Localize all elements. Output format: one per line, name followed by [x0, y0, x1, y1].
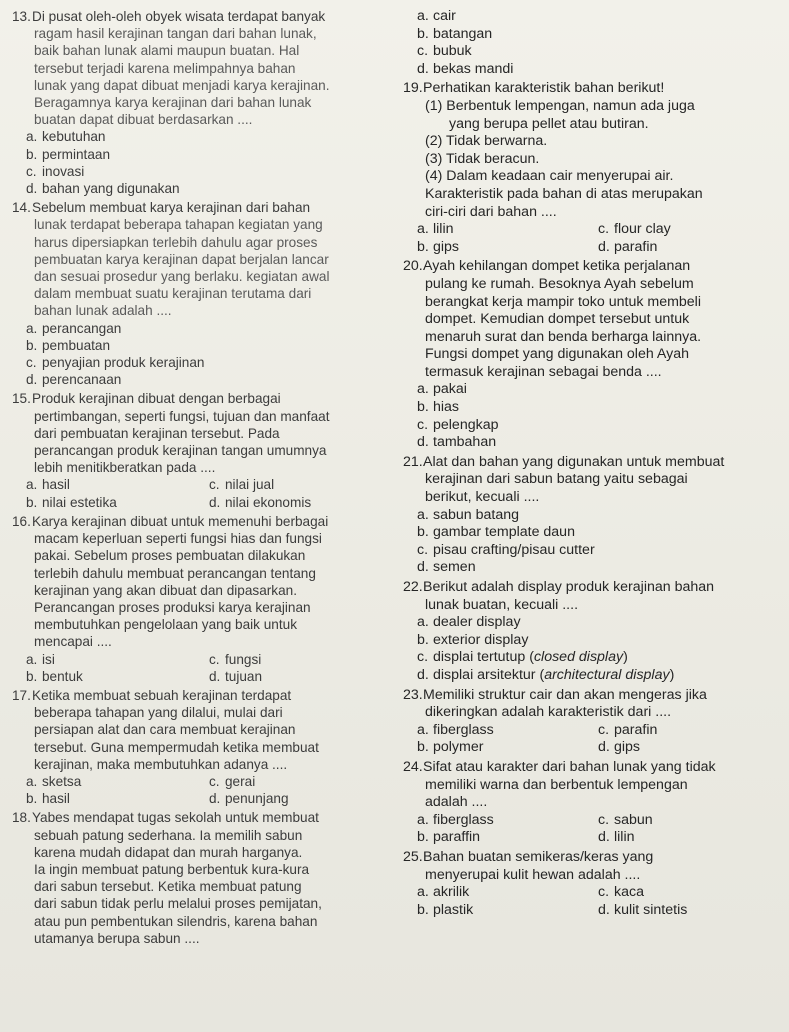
option-d[interactable]: d. bahan yang digunakan	[26, 181, 180, 197]
option-c[interactable]: c. sabun	[598, 811, 653, 828]
option-d[interactable]: d. tambahan	[417, 434, 497, 451]
option-a[interactable]: a. sabun batang	[417, 506, 519, 523]
options-list	[12, 773, 392, 807]
option-c[interactable]: c. inovasi	[26, 163, 85, 179]
options-list	[403, 381, 779, 451]
option-c[interactable]: c. pisau crafting/pisau cutter	[417, 541, 595, 558]
option-b[interactable]: b. hasil	[26, 791, 70, 807]
options-list	[403, 884, 779, 919]
option-d[interactable]: d. parafin	[598, 238, 658, 255]
question-number: 18.	[12, 810, 31, 826]
option-c[interactable]: c. flour clay	[598, 221, 671, 238]
options-list	[403, 722, 779, 757]
characteristic-item: yang berupa pellet atau butiran.	[449, 115, 649, 132]
option-a[interactable]: a. fiberglass	[417, 811, 494, 828]
question-17: 17.Ketika membuat sebuah kerajinan terdapat beberapa tahapan yang dilalui, mulai dari persiapan alat dan cara membuat kerajinan tersebut. Guna mempermudah ketika membuat kerajinan, maka membutuhkan adanya .... a. sketsa c. gerai b. hasil d. penunjang	[12, 687, 392, 807]
option-d[interactable]: d. perencanaan	[26, 372, 122, 388]
question-number: 25.	[403, 848, 423, 865]
option-d[interactable]: d. semen	[417, 559, 476, 576]
option-d[interactable]: d. gips	[598, 739, 641, 756]
option-c[interactable]: c. displai tertutup (closed display)	[417, 649, 628, 666]
option-b[interactable]: b. nilai estetika	[26, 494, 117, 510]
option-c[interactable]: c. fungsi	[209, 651, 262, 667]
option-c[interactable]: c. penyajian produk kerajinan	[26, 355, 205, 371]
option-a[interactable]: a. fiberglass	[417, 721, 494, 738]
option-a[interactable]: a. sketsa	[26, 773, 82, 789]
question-14: 14.Sebelum membuat karya kerajinan dari bahan lunak terdapat beberapa tahapan kegiatan yang harus dipersiapkan terlebih dahulu agar proses pembuatan karya kerajinan dapat berjalan lancar dan sesuai prosedur yang berlaku. kegiatan awal dalam membuat suatu kerajinan terutama dari bahan lunak adalah .... a. perancangan b. pembuatan c. penyajian produk kerajinan d. perencanaan	[12, 199, 392, 388]
options-list	[403, 812, 779, 847]
options-list	[403, 614, 779, 684]
option-c[interactable]: c. bubuk	[417, 43, 472, 60]
question-18-options	[403, 8, 779, 78]
left-column	[12, 8, 392, 949]
option-a[interactable]: a. lilin	[417, 221, 454, 238]
question-25: 25.Bahan buatan semikeras/keras yang menyerupai kulit hewan adalah .... a. akrilik c. kaca b. plastik d. kulit sintetis	[403, 849, 779, 919]
option-a[interactable]: a. perancangan	[26, 320, 122, 336]
options-list	[12, 651, 392, 685]
question-15: 15.Produk kerajinan dibuat dengan berbagai pertimbangan, seperti fungsi, tujuan dan manfaat dari pembuatan kerajinan tersebut. Pada perancangan produk kerajinan tangan umumnya lebih menitikberatkan pada .... a. hasil c. nilai jual b. nilai estetika d. nilai ekonomis	[12, 390, 392, 510]
question-number: 16.	[12, 513, 31, 529]
question-23: 23.Memiliki struktur cair dan akan mengeras jika dikeringkan adalah karakteristik dari .... a. fiberglass c. parafin b. polymer d. gips	[403, 687, 779, 757]
option-a[interactable]: a. pakai	[417, 381, 467, 398]
characteristic-item: (1) Berbentuk lempengan, namun ada juga	[425, 97, 695, 114]
option-b[interactable]: b. pembuatan	[26, 337, 111, 353]
question-number: 13.	[12, 9, 31, 24]
option-a[interactable]: a. dealer display	[417, 614, 521, 631]
option-d[interactable]: d. bekas mandi	[417, 60, 514, 77]
option-a[interactable]: a. isi	[26, 651, 55, 667]
option-d[interactable]: d. displai arsitektur (architectural display)	[417, 666, 675, 683]
right-column	[403, 8, 779, 921]
characteristic-item: (2) Tidak berwarna.	[425, 133, 548, 150]
question-number: 20.	[403, 258, 423, 275]
option-c[interactable]: c. pelengkap	[417, 416, 499, 433]
question-24: 24.Sifat atau karakter dari bahan lunak yang tidak memiliki warna dan berbentuk lempengan adalah .... a. fiberglass c. sabun b. paraffin d. lilin	[403, 759, 779, 847]
question-number: 17.	[12, 687, 31, 703]
option-b[interactable]: b. plastik	[417, 901, 474, 918]
option-d[interactable]: d. nilai ekonomis	[209, 494, 312, 510]
question-20: 20.Ayah kehilangan dompet ketika perjalanan pulang ke rumah. Besoknya Ayah sebelum berangkat kerja mampir toko untuk membeli dompet. Kemudian dompet tersebut untuk menaruh surat dan benda berharga lainnya. Fungsi dompet yang digunakan oleh Ayah termasuk kerajinan sebagai benda .... a. pakai b. hias c. pelengkap d. tambahan	[403, 258, 779, 452]
option-d[interactable]: d. kulit sintetis	[598, 901, 688, 918]
option-a[interactable]: a. akrilik	[417, 884, 470, 901]
question-16: 16.Karya kerajinan dibuat untuk memenuhi berbagai macam keperluan seperti fungsi hias dan fungsi pakai. Sebelum proses pembuatan dilakukan terlebih dahulu membuat perancangan tentang kerajinan yang akan dibuat dan dipasarkan. Perancangan proses produksi karya kerajinan membutuhkan pengelolaan yang baik untuk mencapai .... a. isi c. fungsi b. bentuk d. tujuan	[12, 513, 392, 685]
option-d[interactable]: d. lilin	[598, 829, 635, 846]
option-c[interactable]: c. kaca	[598, 884, 644, 901]
options-list	[12, 320, 392, 389]
question-19: 19.Perhatikan karakteristik bahan berikut! (1) Berbentuk lempengan, namun ada juga yang berupa pellet atau butiran. (2) Tidak berwarna. (3) Tidak beracun. (4) Dalam keadaan cair menyerupai air. Karakteristik pada bahan di atas merupakan ciri-ciri dari bahan .... a. lilin c. flour clay b. gips d. parafin	[403, 80, 779, 256]
option-b[interactable]: b. batangan	[417, 25, 493, 42]
question-number: 24.	[403, 758, 423, 775]
options-list	[12, 128, 392, 197]
option-c[interactable]: c. nilai jual	[209, 477, 275, 493]
question-number: 21.	[403, 453, 423, 470]
option-b[interactable]: b. paraffin	[417, 829, 481, 846]
option-d[interactable]: d. penunjang	[209, 791, 289, 807]
option-b[interactable]: b. permintaan	[26, 146, 111, 162]
option-b[interactable]: b. bentuk	[26, 668, 83, 684]
option-b[interactable]: b. hias	[417, 399, 460, 416]
question-18: 18.Yabes mendapat tugas sekolah untuk membuat sebuah patung sederhana. Ia memilih sabun karena mudah didapat dan murah harganya. Ia ingin membuat patung berbentuk kura-kura dari sabun tersebut. Ketika membuat patung dari sabun tidak perlu melalui proses pemijatan, atau pun pembentukan silendris, karena bahan utamanya berupa sabun ....	[12, 810, 322, 946]
question-21: 21.Alat dan bahan yang digunakan untuk membuat kerajinan dari sabun batang yaitu sebagai berikut, kecuali .... a. sabun batang b. gambar template daun c. pisau crafting/pisau cutter d. semen	[403, 454, 779, 577]
question-number: 19.	[403, 80, 423, 97]
options-list	[12, 476, 392, 510]
option-b[interactable]: b. gambar template daun	[417, 524, 575, 541]
option-a[interactable]: a. cair	[417, 8, 456, 24]
question-13: 13.Di pusat oleh-oleh obyek wisata terdapat banyak ragam hasil kerajinan tangan dari bahan lunak, baik bahan lunak alami maupun buatan. Hal tersebut terjadi karena melimpahnya bahan lunak yang dapat dibuat menjadi karya kerajinan. Beragamnya karya kerajinan dari bahan lunak buatan dapat dibuat berdasarkan .... a. kebutuhan b. permintaan c. inovasi d. bahan yang digunakan	[12, 8, 392, 197]
options-list	[403, 507, 779, 577]
option-b[interactable]: b. polymer	[417, 739, 484, 756]
option-c[interactable]: c. gerai	[209, 773, 256, 789]
characteristic-item: (3) Tidak beracun.	[425, 150, 540, 167]
question-number: 23.	[403, 686, 423, 703]
option-b[interactable]: b. gips	[417, 238, 460, 255]
option-a[interactable]: a. hasil	[26, 477, 70, 493]
question-number: 15.	[12, 391, 31, 407]
option-b[interactable]: b. exterior display	[417, 631, 529, 648]
option-a[interactable]: a. kebutuhan	[26, 129, 106, 145]
option-c[interactable]: c. parafin	[598, 721, 658, 738]
options-list	[403, 221, 779, 256]
question-number: 22.	[403, 579, 423, 595]
characteristic-item: (4) Dalam keadaan cair menyerupai air.	[425, 168, 674, 185]
option-d[interactable]: d. tujuan	[209, 668, 263, 684]
question-22: 22.Berikut adalah display produk kerajinan bahan lunak buatan, kecuali .... a. dealer display b. exterior display c. displai tertutup (closed display) d. displai arsitektur (architectural display)	[403, 579, 779, 685]
question-number: 14.	[12, 200, 31, 216]
